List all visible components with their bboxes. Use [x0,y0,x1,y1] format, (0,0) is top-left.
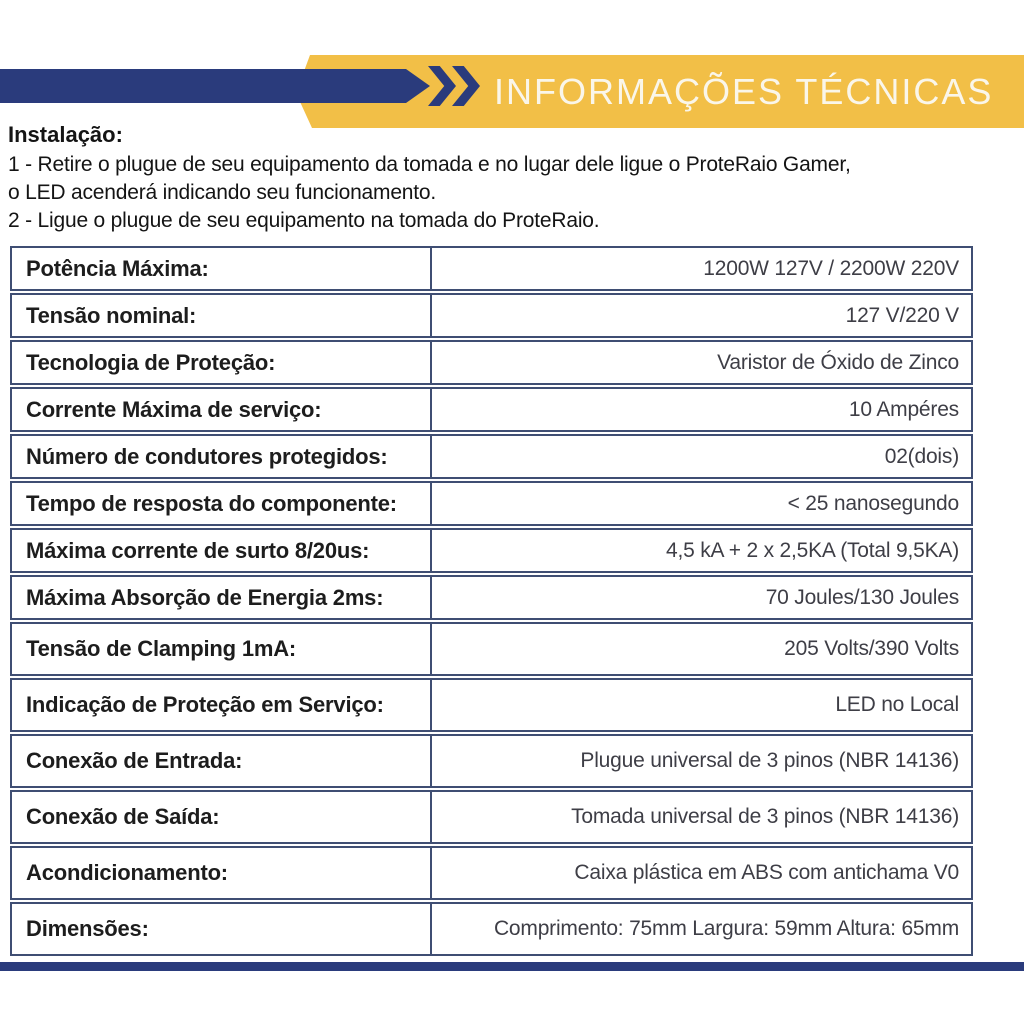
spec-table-row [10,790,973,844]
installation-step-line: 1 - Retire o plugue de seu equipamento da tomada e no lugar dele ligue o ProteRaio Gamer, [8,153,851,176]
installation-steps [8,151,851,235]
spec-value: Tomada universal de 3 pinos (NBR 14136) [571,805,959,828]
spec-table-row [10,902,973,956]
spec-label: Máxima Absorção de Energia 2ms: [12,577,432,618]
spec-table-row [10,481,973,526]
spec-value: Varistor de Óxido de Zinco [717,350,959,374]
spec-value: LED no Local [835,693,959,716]
banner-arrow-bar [0,69,430,103]
spec-label: Conexão de Saída: [12,792,432,842]
spec-value: Comprimento: 75mm Largura: 59mm Altura: 65mm [493,917,959,940]
spec-value: 127 V/220 V [845,303,959,327]
installation-step-line: 2 - Ligue o plugue de seu equipamento na tomada do ProteRaio. [8,209,600,232]
spec-value: < 25 nanosegundo [787,491,959,515]
spec-label: Conexão de Entrada: [12,736,432,786]
spec-label: Tensão nominal: [12,295,432,336]
spec-table-row [10,734,973,788]
technical-info-banner [0,0,1024,135]
spec-label: Tensão de Clamping 1mA: [12,624,432,674]
spec-value: 70 Joules/130 Joules [765,585,959,609]
page-title: INFORMAÇÕES TÉCNICAS [494,70,994,112]
spec-table-row [10,387,973,432]
spec-table-row [10,246,973,291]
spec-table-row [10,293,973,338]
spec-label: Corrente Máxima de serviço: [12,389,432,430]
spec-label: Acondicionamento: [12,848,432,898]
spec-table-row [10,678,973,732]
spec-value: Plugue universal de 3 pinos (NBR 14136) [580,749,959,772]
spec-table-row [10,340,973,385]
installation-step-line: o LED acenderá indicando seu funcionamento. [8,181,437,204]
spec-value: 1200W 127V / 2200W 220V [703,256,959,280]
spec-table [10,246,973,956]
spec-table-row [10,622,973,676]
spec-label: Indicação de Proteção em Serviço: [12,680,432,730]
spec-table-row [10,575,973,620]
spec-value: 205 Volts/390 Volts [784,637,959,660]
spec-table-row [10,528,973,573]
spec-label: Número de condutores protegidos: [12,436,432,477]
spec-table-row [10,434,973,479]
bottom-divider-stripe [0,962,1024,971]
spec-label: Dimensões: [12,904,432,954]
spec-table-row [10,846,973,900]
spec-value: 02(dois) [884,444,959,468]
spec-label: Máxima corrente de surto 8/20us: [12,530,432,571]
spec-value: Caixa plástica em ABS com antichama V0 [574,861,959,884]
spec-label: Potência Máxima: [12,248,432,289]
spec-label: Tecnologia de Proteção: [12,342,432,383]
spec-value: 10 Ampéres [848,397,959,421]
installation-section [8,122,851,235]
spec-label: Tempo de resposta do componente: [12,483,432,524]
installation-heading: Instalação: [8,122,123,147]
spec-value: 4,5 kA + 2 x 2,5KA (Total 9,5KA) [665,538,959,562]
